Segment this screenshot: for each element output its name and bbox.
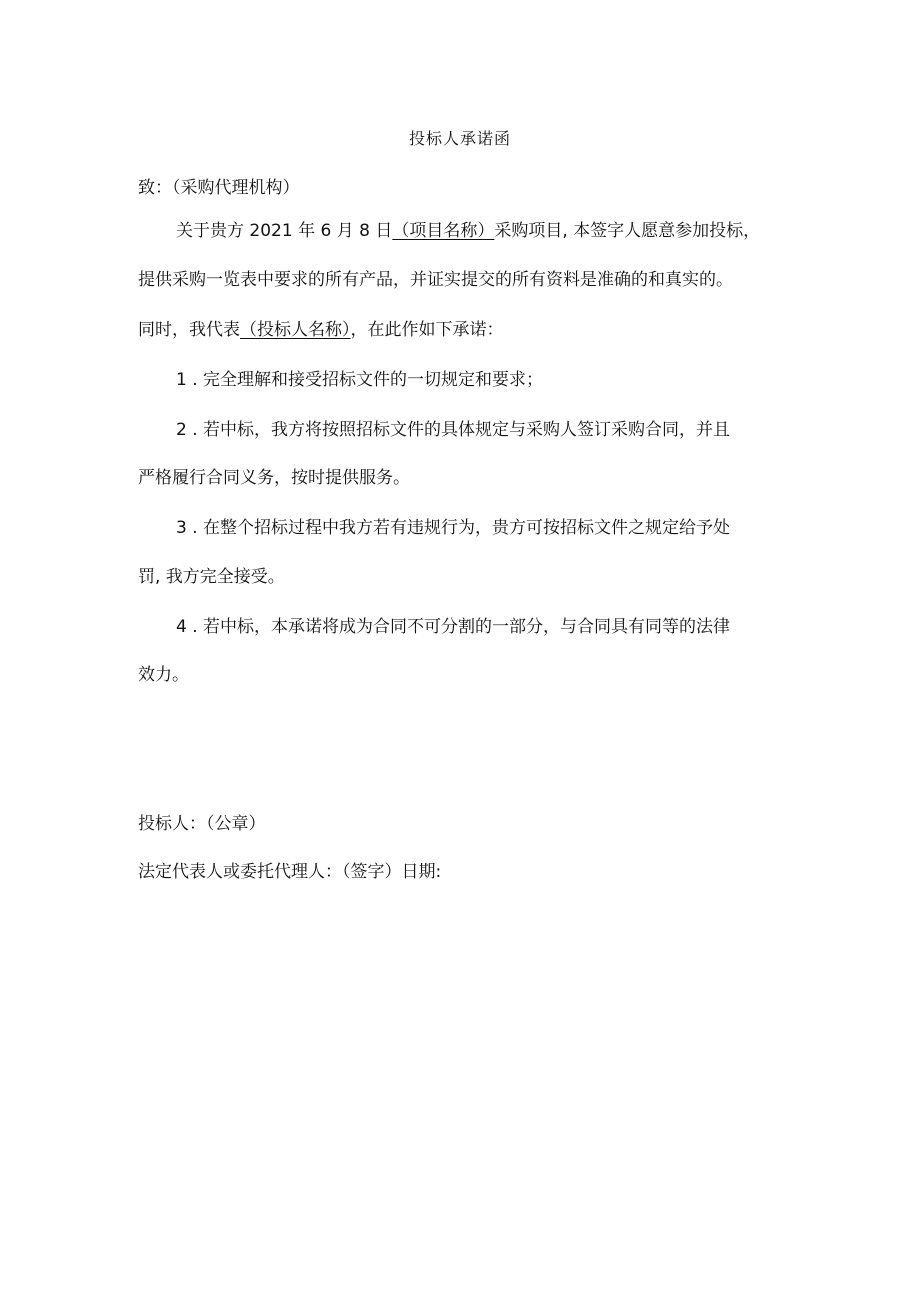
commitment-item-2: 2 . 若中标，我方将按照招标文件的具体规定与采购人签订采购合同，并且 bbox=[176, 420, 731, 440]
commitment-item-3: 3 . 在整个招标过程中我方若有违规行为，贵方可按招标文件之规定给予处 bbox=[176, 518, 731, 538]
bidder-name-placeholder: （投标人名称） bbox=[240, 320, 351, 340]
commitment-item-4: 4 . 若中标，本承诺将成为合同不可分割的一部分，与合同具有同等的法律 bbox=[176, 617, 731, 637]
intro-line-3 bbox=[138, 318, 798, 342]
representative-signature-line: 法定代表人或委托代理人：（签字）日期: bbox=[138, 862, 442, 882]
intro-text-d: ，在此作如下承诺： bbox=[350, 320, 504, 340]
commitment-item-4-cont: 效力。 bbox=[138, 665, 189, 685]
commitment-item-2-cont: 严格履行合同义务，按时提供服务。 bbox=[138, 468, 410, 488]
intro-text-b: 采购项目, 本签字人愿意参加投标， bbox=[494, 221, 761, 241]
document-title: 投标人承诺函 bbox=[408, 129, 511, 148]
intro-line-1 bbox=[176, 219, 798, 243]
intro-text-a: 关于贵方 2021 年 6 月 8 日 bbox=[176, 221, 393, 241]
project-name-placeholder: （项目名称） bbox=[392, 221, 495, 241]
commitment-item-3-cont: 罚, 我方完全接受。 bbox=[138, 567, 285, 587]
commitment-item-1: 1 . 完全理解和接受招标文件的一切规定和要求； bbox=[176, 370, 544, 390]
recipient-line: 致：（采购代理机构） bbox=[138, 178, 300, 198]
intro-text-c: 同时，我代表 bbox=[138, 320, 240, 340]
bidder-seal-line: 投标人：（公章） bbox=[138, 814, 266, 834]
intro-line-2: 提供采购一览表中要求的所有产品，并证实提交的所有资料是准确的和真实的。 bbox=[138, 270, 733, 290]
